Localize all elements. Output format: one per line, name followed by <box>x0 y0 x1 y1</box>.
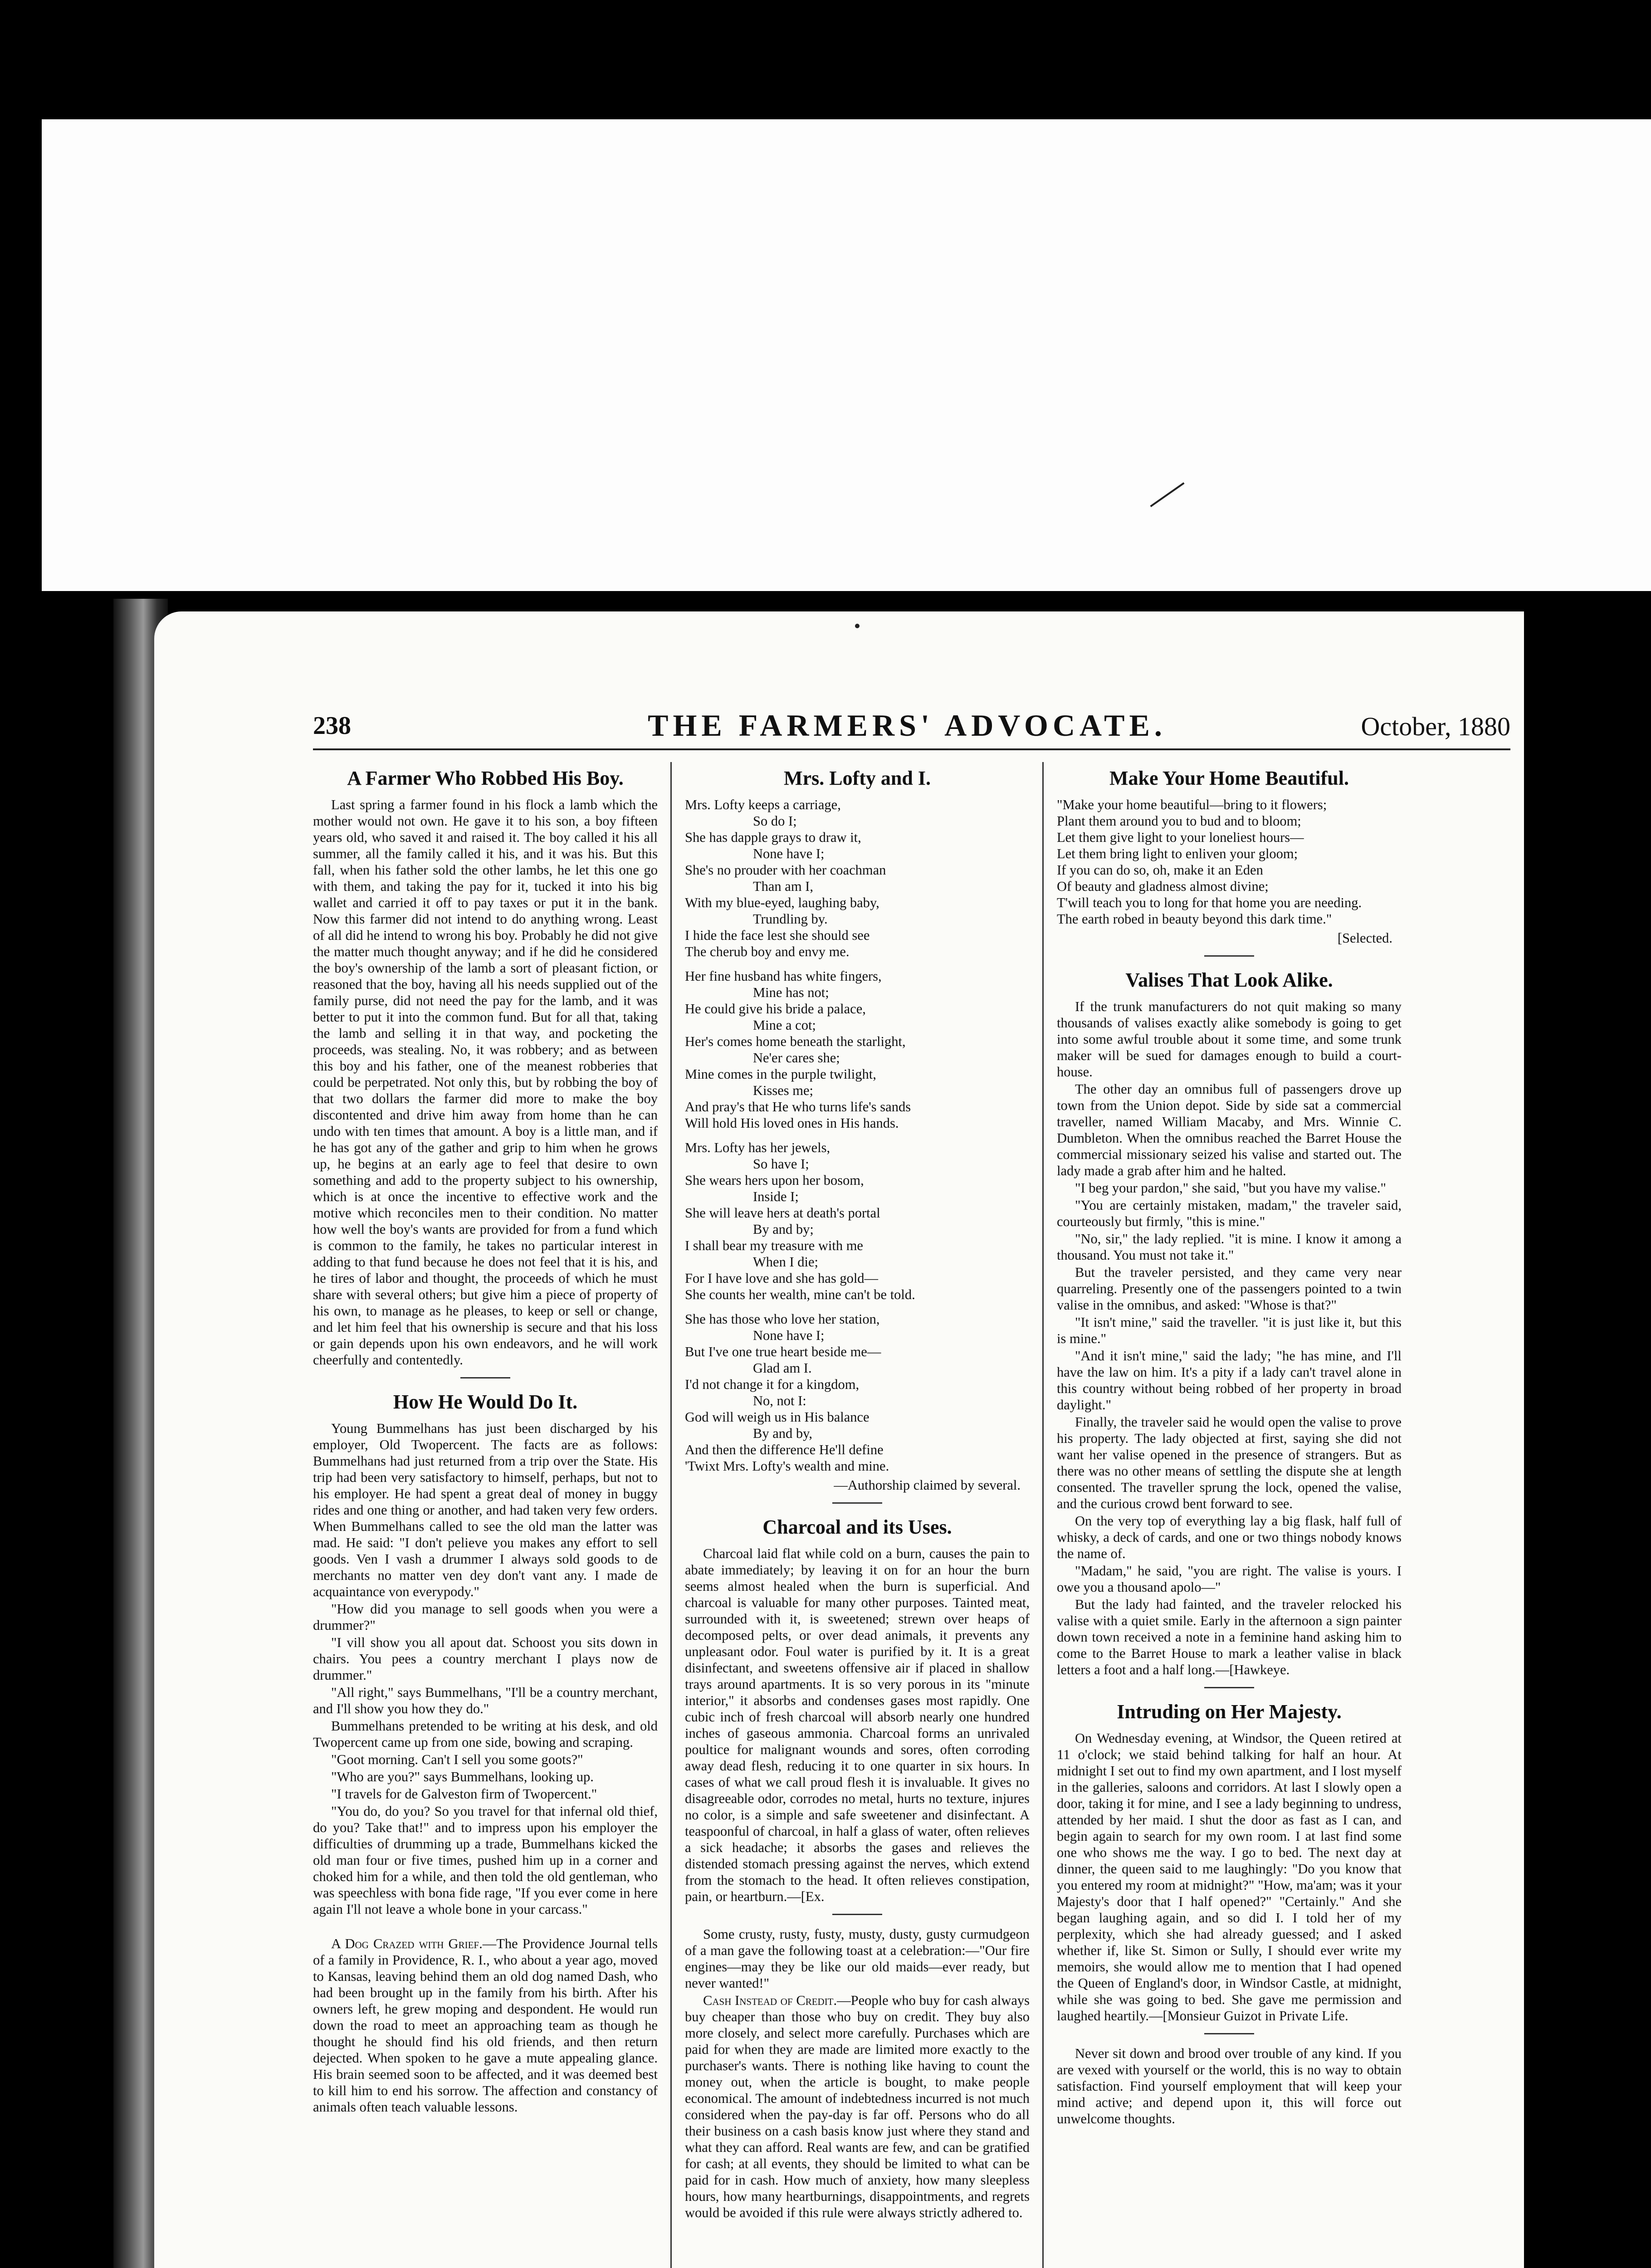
article-paragraph: "How did you manage to sell goods when you were a drummer?" <box>313 1601 658 1633</box>
poem-body <box>1057 797 1402 927</box>
poem-line: Mine comes in the purple twilight, <box>685 1066 876 1082</box>
poem-line: She will leave hers at death's portal <box>685 1205 880 1221</box>
section-rule <box>1204 955 1254 957</box>
poem-line: The cherub boy and envy me. <box>685 944 850 959</box>
section-rule <box>1204 1687 1254 1688</box>
poem-line: When I die; <box>753 1254 818 1270</box>
section-rule <box>1204 2033 1254 2034</box>
poem-line: 'Twixt Mrs. Lofty's wealth and mine. <box>685 1458 889 1474</box>
article-title: How He Would Do It. <box>393 1391 578 1413</box>
poem-line: She has dapple grays to draw it, <box>685 830 861 845</box>
poem-line: But I've one true heart beside me— <box>685 1344 881 1359</box>
poem-line: Her's comes home beneath the starlight, <box>685 1034 906 1049</box>
article-paragraph: "Madam," he said, "you are right. The valise is yours. I owe you a thousand apolo—" <box>1057 1563 1402 1595</box>
poem-title: Mrs. Lofty and I. <box>784 767 931 789</box>
masthead: THE FARMERS' ADVOCATE. <box>648 708 1167 743</box>
article-paragraph: Last spring a farmer found in his flock a lamb which the mother would not own. He gave it to his son, a boy fifteen years old, who saved it and raised it. The boy called it his all summer, all the family called it his, and it was his. But this fall, when his father sold the other lambs, he let this one go with them, and taking the pay for it, tucked it into his big wallet and carried it off to pay taxes or put it in the bank. Now this farmer did not intend to do anything wrong. Least of all did he intend to wrong his boy. Probably he did not give the matter much thought anyway; and if he did he considered the boy's ownership of the lamb a sort of pleasant fiction, or reasoned that the boy, having all his needs supplied out of the family purse, did not need the pay for the lamb, and it was better to put it into the common fund. But for all that, taking the lamb and selling it in that way, and pocketing the proceeds, was stealing. No, it was robbery; and as between this boy and his father, one of the meanest robberies that could be perpetrated. Not only this, but by robbing the boy of that two dollars the farmer did more to make the boy discontented and drive him away from home than he can undo with ten times that amount. A boy is a little man, and if he has got any of the gather and grip to him when he grows up, he begins at an early age to feel that desire to own something and add to the property subject to his ownership, which is at once the incentive to effective work and the motive which reconciles men to their condition. No matter how well the boy's wants are provided for from a fund which is common to the family, he takes no particular interest in adding to that fund because he does not feel that it is his, and he tires of labor and thought, the proceeds of which he must share with several others; but give him a piece of property of his own, to manage as he pleases, to keep or sell or change, and let him feel that his ownership is secure and that his loss or gain depends upon his own endeavors, and he will work cheerfully and contentedly. <box>313 797 658 1368</box>
paragraph-text: —The Providence Journal tells of a family in Providence, R. I., who about a year ago, moved to Kansas, leaving behind them an old dog named Dash, who had been brought up in the family from his birth. After his owners left, he grew moping and despondent. He would run down the road to meet an approaching team as though he thought he should find his old friends, and then return dejected. When spoken to he gave a mute appealing glance. His brain seemed soon to be affected, and it was deemed best to kill him to end his sorrow. The affection and constancy of animals often teach valuable lessons. <box>313 1936 658 2115</box>
article-title: A Farmer Who Robbed His Boy. <box>347 767 624 789</box>
poem-line: Kisses me; <box>753 1083 814 1098</box>
article-paragraph: If the trunk manufacturers do not quit making so many thousands of valises exactly alike somebody is going to get into some awful trouble about it some time, and some trunk maker will be sued for damages enough to build a court-house. <box>1057 999 1402 1080</box>
poem-line: She has those who love her station, <box>685 1311 880 1327</box>
column-right <box>1057 762 1402 2268</box>
paragraph-text: —People who buy for cash always buy cheaper than those who buy on credit. They buy also more closely, and select more carefully. Purchases which are paid for when they are made are limited more exactly to the purchaser's wants. There is nothing like having to count the money out, when the article is bought, to make people economical. The amount of indebtedness incurred is not much considered when the pay-day is far off. Persons who do all their business on a cash basis know just where they stand and what they can afford. Real wants are few, and can be gratified for cash; at all events, they should be limited to what can be paid for in cash. How much of anxiety, how many sleepless hours, how many heartburnings, disappointments, and regrets would be avoided if this rule were always strictly adhered to. <box>685 1993 1030 2220</box>
section-rule <box>832 1914 882 1915</box>
lead-in: A Dog Crazed with Grief. <box>331 1936 483 1951</box>
poem-line: Her fine husband has white fingers, <box>685 968 882 984</box>
poem-line: Mine has not; <box>753 985 829 1000</box>
page-header <box>313 708 1510 750</box>
poem-line: Ne'er cares she; <box>753 1050 840 1066</box>
poem-line: Let them bring light to enliven your gloom; <box>1057 846 1298 861</box>
scan-blank-area <box>42 119 1651 591</box>
poem-line: None have I; <box>753 846 825 861</box>
article-paragraph: "No, sir," the lady replied. "it is mine. I know it among a thousand. You must not take it." <box>1057 1231 1402 1263</box>
lead-in: Cash Instead of Credit. <box>703 1993 837 2008</box>
article-paragraph: Some crusty, rusty, fusty, musty, dusty, gusty curmudgeon of a man gave the following toast at a celebration:—"Our fire engines—may they be like our old maids—ever ready, but never wanted!" <box>685 1926 1030 1991</box>
poem-line: The earth robed in beauty beyond this dark time." <box>1057 911 1332 927</box>
poem-line: She's no prouder with her coachman <box>685 862 886 878</box>
poem-body <box>685 797 1030 1474</box>
article-paragraph: "Who are you?" says Bummelhans, looking up. <box>331 1769 594 1784</box>
poem-line: With my blue-eyed, laughing baby, <box>685 895 879 910</box>
poem-line: Plant them around you to bud and to bloom; <box>1057 813 1301 829</box>
poem-line: Mrs. Lofty has her jewels, <box>685 1140 830 1155</box>
article-paragraph: Charcoal laid flat while cold on a burn, causes the pain to abate immediately; by leaving it on for an hour the burn seems almost healed when the burn is superficial. And charcoal is valuable for many other purposes. Tainted meat, surrounded with it, is sweetened; strewn over heaps of decomposed pelts, or over dead animals, it prevents any unpleasant odor. Foul water is purified by it. It is a great disinfectant, and sweetens offensive air if placed in shallow trays around apartments. It is so very porous in its "minute interior," it absorbs and condenses gases most rapidly. One cubic inch of fresh charcoal will absorb nearly one hundred inches of gaseous ammonia. Charcoal forms an unrivaled poultice for malignant wounds and sores, often corroding away dead flesh, reducing it to one quarter in six hours. In cases of what we call proud flesh it is invaluable. It gives no disagreeable odor, corrodes no metal, hurts no texture, injures no color, is a simple and safe sweetener and disinfectant. A teaspoonful of charcoal, in half a glass of water, often relieves a sick headache; it absorbs the gases and relieves the distended stomach pressing against the nerves, which extend from the stomach to the head. It often relieves constipation, pain, or heartburn.—[Ex. <box>685 1546 1030 1904</box>
article-paragraph: Never sit down and brood over trouble of any kind. If you are vexed with yourself or the world, this is no way to obtain satisfaction. Find yourself employment that will keep your mind active; and depend upon it, this will force out unwelcome thoughts. <box>1057 2046 1402 2126</box>
section-rule <box>460 1377 510 1378</box>
poem-line: Mine a cot; <box>753 1017 816 1033</box>
article-paragraph: Bummelhans pretended to be writing at his desk, and old Twopercent came up from one side, bowing and scraping. <box>313 1718 658 1750</box>
article-paragraph: On the very top of everything lay a big flask, half full of whisky, a deck of cards, and one or two things nobody knows the name of. <box>1057 1513 1402 1561</box>
poem-credit: —Authorship claimed by several. <box>834 1477 1021 1493</box>
article-paragraph: The other day an omnibus full of passengers drove up town from the Union depot. Side by side sat a commercial traveller, named William Macaby, and Mrs. Winnie C. Dumbleton. When the omnibus reached the Barret House the commercial missionary seized his valise and started out. The lady made a grab after him and he halted. <box>1057 1081 1402 1178</box>
article-paragraph <box>685 1992 1030 2221</box>
page-number: 238 <box>313 712 351 740</box>
article-paragraph: "It isn't mine," said the traveller. "it is just like it, but this is mine." <box>1057 1315 1402 1346</box>
column-divider <box>670 762 672 2268</box>
article-paragraph: "Goot morning. Can't I sell you some goots?" <box>331 1752 583 1767</box>
poem-line: And pray's that He who turns life's sands <box>685 1099 911 1114</box>
poem-line: And then the difference He'll define <box>685 1442 884 1457</box>
poem-line: God will weigh us in His balance <box>685 1409 869 1425</box>
poem-line: I shall bear my treasure with me <box>685 1238 863 1253</box>
column-divider <box>1042 762 1044 2268</box>
article-paragraph: Young Bummelhans has just been discharged by his employer, Old Twopercent. The facts are as follows: Bummelhans had just returned from a trip over the State. His trip had been very satisfactory to himself, perhaps, but not to his employer. He had spent a great deal of money in buggy rides and one thing or another, and had taken very few orders. When Bummelhans called to see the old man the latter was mad. He said: "I don't pelieve you makes any effort to sell goods. Ven I vash a drummer I always sold goods to de merchants no matter ven dey don't vant any. I made de acquaintance von everypody." <box>313 1421 658 1599</box>
poem-line: T'will teach you to long for that home you are needing. <box>1057 895 1362 910</box>
article-paragraph: "I beg your pardon," she said, "but you have my valise." <box>1075 1180 1386 1196</box>
poem-line: Than am I, <box>753 879 813 894</box>
article-paragraph: "You do, do you? So you travel for that infernal old thief, do you? Take that!" and to impress upon his employer the difficulties of drumming up a trade, Bummelhans kicked the old man four or five times, pushed him up in a corner and choked him for a while, and then told the old gentleman, who was speechless with bona fide rage, "If you ever come in here again I'll not leave a whole bone in your carcass." <box>313 1804 658 1917</box>
poem-line: So do I; <box>753 813 797 829</box>
poem-line: He could give his bride a palace, <box>685 1001 866 1017</box>
poem-line <box>685 960 1030 968</box>
poem-line: Will hold His loved ones in His hands. <box>685 1115 899 1131</box>
ink-dot <box>855 624 860 628</box>
poem-line: Inside I; <box>753 1189 799 1204</box>
poem-line: Of beauty and gladness almost divine; <box>1057 879 1269 894</box>
poem-line: No, not I: <box>753 1393 806 1408</box>
poem-line: "Make your home beautiful—bring to it flowers; <box>1057 797 1327 812</box>
article-paragraph: "All right," says Bummelhans, "I'll be a country merchant, and I'll show you how they do." <box>313 1685 658 1716</box>
poem-line: Mrs. Lofty keeps a carriage, <box>685 797 841 812</box>
poem-line <box>685 1303 1030 1311</box>
poem-line: I'd not change it for a kingdom, <box>685 1377 860 1392</box>
article-title: Valises That Look Alike. <box>1125 969 1333 991</box>
section-rule <box>832 1502 882 1504</box>
column-middle <box>685 762 1030 2268</box>
article-title: Intruding on Her Majesty. <box>1117 1701 1342 1723</box>
poem-line: So have I; <box>753 1156 809 1172</box>
poem-credit: [Selected. <box>1337 930 1392 946</box>
article-paragraph: "And it isn't mine," said the lady; "he has mine, and I'll have the law on him. It's a pity if a lady can't travel alone in this country without being robbed of her property in broad daylight." <box>1057 1348 1402 1413</box>
poem-line: Let them give light to your loneliest hours— <box>1057 830 1304 845</box>
poem-line: I hide the face lest she should see <box>685 928 870 943</box>
poem-line: By and by, <box>753 1426 813 1441</box>
poem-line: Trundling by. <box>753 911 828 927</box>
article-paragraph: Finally, the traveler said he would open the valise to prove his property. The lady objected at first, saying she did not want her valise opened in the presence of strangers. But as there was no other means of settling the dispute she at length consented. The traveller sprung the lock, opened the valise, and the curious crowd bent forward to see. <box>1057 1414 1402 1511</box>
article-paragraph: But the traveler persisted, and they came very near quarreling. Presently one of the passengers pointed to a twin valise in the omnibus, and asked: "Whose is that?" <box>1057 1265 1402 1313</box>
poem-line <box>685 1131 1030 1139</box>
article-paragraph: "I vill show you all apout dat. Schoost you sits down in chairs. You pees a country merchant I plays now de drummer." <box>313 1635 658 1683</box>
issue-date: October, 1880 <box>1361 712 1510 741</box>
poem-line: None have I; <box>753 1328 825 1343</box>
poem-line: She counts her wealth, mine can't be told. <box>685 1287 915 1302</box>
poem-line: If you can do so, oh, make it an Eden <box>1057 862 1263 878</box>
article-title: Charcoal and its Uses. <box>762 1516 952 1538</box>
page-edge <box>1524 611 1551 2268</box>
article-paragraph: But the lady had fainted, and the traveler relocked his valise with a quiet smile. Early in the afternoon a sign painter down town received a note in a feminine hand asking him to come to the Barret House to mark a leather valise in black letters a foot and a half long.—[Hawkeye. <box>1057 1597 1402 1677</box>
article-paragraph: On Wednesday evening, at Windsor, the Queen retired at 11 o'clock; we staid behind talking for half an hour. At midnight I set out to find my own apartment, and I lost myself in the galleries, saloons and corridors. At last I slowly open a door, taking it for mine, and I see a lady beginning to undress, attended by her maid. I shut the door as fast as I can, and begin again to search for my own room. I at last find some one who shows me the way. I go to bed. The next day at dinner, the queen said to me laughingly: "Do you know that you entered my room at midnight?" "How, ma'am; was it your Majesty's door that I half opened?" "Certainly." And she began laughing again, and so did I. I told her of my perplexity, which she had already guessed; and I asked whether if, like St. Simon or Sully, I should ever write my memoirs, she would allow me to mention that I had opened the Queen of England's door, in Windsor Castle, at midnight, while she was going to bed. She gave me permission and laughed heartily.—[Monsieur Guizot in Private Life. <box>1057 1730 1402 2024</box>
poem-line: By and by; <box>753 1222 814 1237</box>
poem-line: She wears hers upon her bosom, <box>685 1173 864 1188</box>
article-paragraph <box>313 1936 658 2115</box>
poem-line: Glad am I. <box>753 1360 812 1376</box>
article-title: Make Your Home Beautiful. <box>1109 767 1349 789</box>
article-paragraph: "You are certainly mistaken, madam," the traveler said, courteously but firmly, "this is mine." <box>1057 1198 1402 1229</box>
article-paragraph: "I travels for de Galveston firm of Twopercent." <box>331 1786 597 1802</box>
column-left <box>313 762 658 2268</box>
poem-line: For I have love and she has gold— <box>685 1271 879 1286</box>
